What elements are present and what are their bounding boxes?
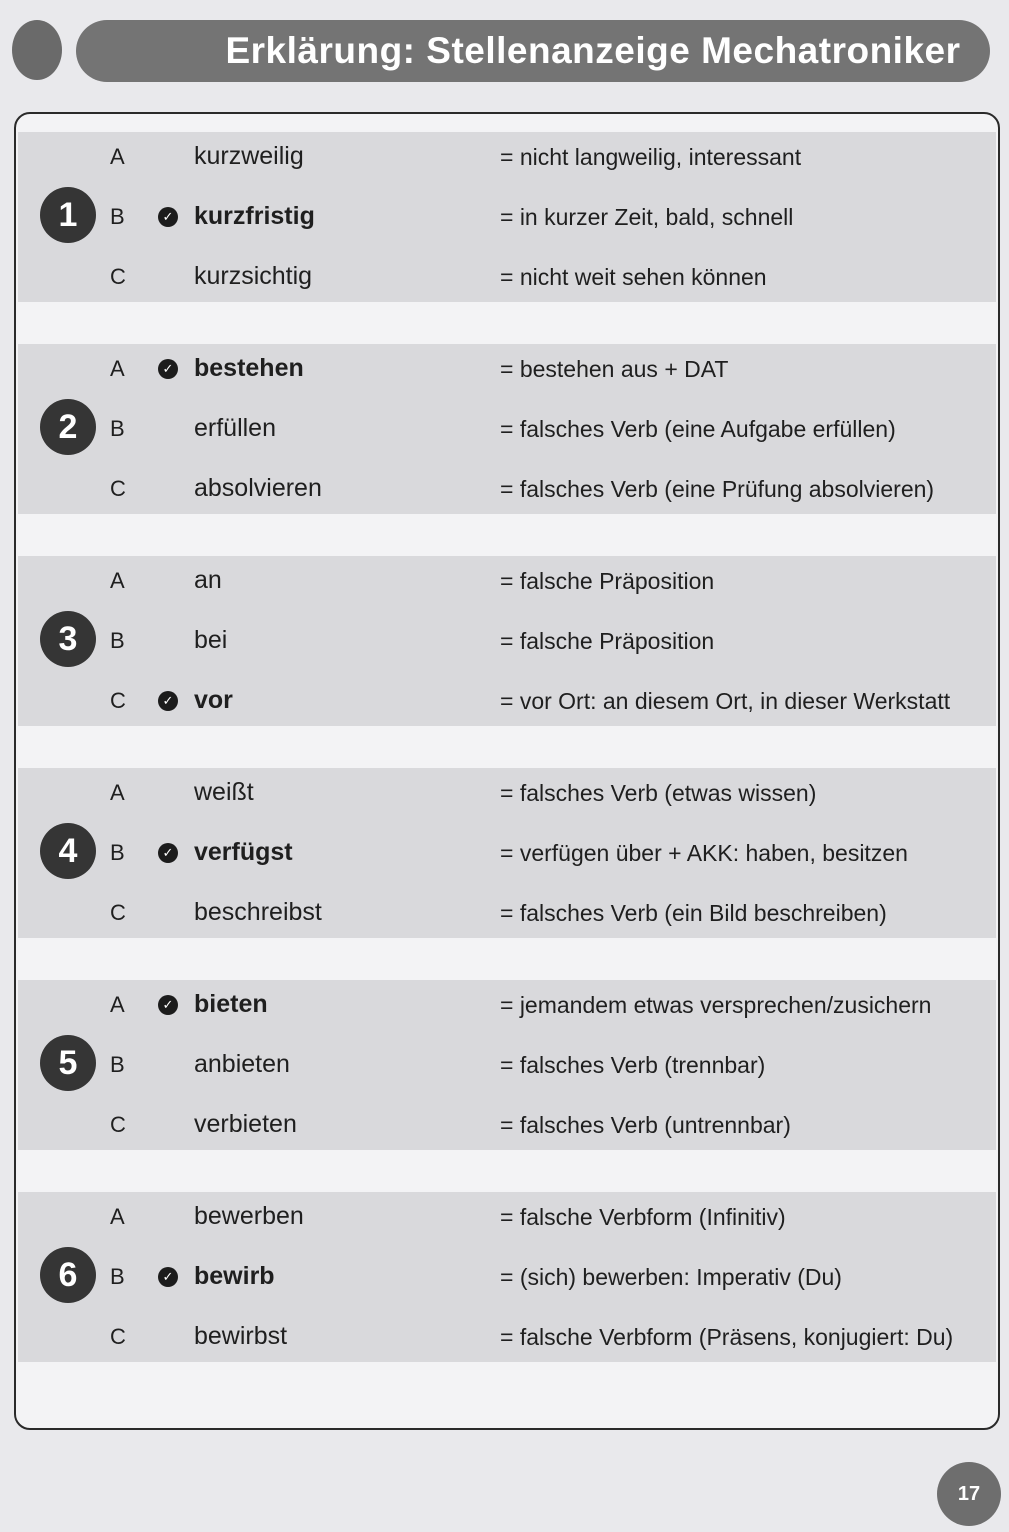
option-word: anbieten xyxy=(194,1050,290,1078)
option-row-correct xyxy=(18,344,996,404)
check-icon: ✓ xyxy=(158,691,178,711)
option-row xyxy=(18,464,996,524)
option-letter: B xyxy=(110,1264,125,1289)
option-explanation: = falsches Verb (untrennbar) xyxy=(500,1112,791,1138)
option-explanation: = jemandem etwas versprechen/zusichern xyxy=(500,992,932,1018)
question-number: 5 xyxy=(40,1035,96,1091)
option-row xyxy=(18,132,996,192)
option-letter: C xyxy=(110,1112,126,1137)
option-word: verbieten xyxy=(194,1110,297,1138)
option-word-correct: bieten xyxy=(194,990,268,1018)
option-word-correct: verfügst xyxy=(194,838,293,866)
option-word: an xyxy=(194,566,222,594)
option-explanation: = (sich) bewerben: Imperativ (Du) xyxy=(500,1264,842,1290)
option-row-correct xyxy=(18,192,996,252)
option-word-correct: bewirb xyxy=(194,1262,275,1290)
option-explanation: = in kurzer Zeit, bald, schnell xyxy=(500,204,794,230)
option-row xyxy=(18,1100,996,1160)
question-group-3 xyxy=(18,556,996,726)
option-row xyxy=(18,616,996,676)
option-explanation: = falsches Verb (trennbar) xyxy=(500,1052,766,1078)
option-explanation: = vor Ort: an diesem Ort, in dieser Werkstatt xyxy=(500,688,951,714)
option-letter: A xyxy=(110,568,125,593)
question-number: 4 xyxy=(40,823,96,879)
option-letter: C xyxy=(110,1324,126,1349)
option-row xyxy=(18,556,996,616)
page-number: 17 xyxy=(937,1462,1001,1526)
answer-frame xyxy=(14,112,1000,1430)
question-group-4 xyxy=(18,768,996,938)
header-bar xyxy=(76,20,990,82)
check-icon: ✓ xyxy=(158,359,178,379)
option-row-correct xyxy=(18,828,996,888)
option-letter: A xyxy=(110,1204,125,1229)
question-number: 2 xyxy=(40,399,96,455)
question-number: 3 xyxy=(40,611,96,667)
option-word-correct: bestehen xyxy=(194,354,304,382)
option-letter: B xyxy=(110,204,125,229)
check-icon: ✓ xyxy=(158,207,178,227)
option-letter: B xyxy=(110,416,125,441)
question-group-5 xyxy=(18,980,996,1150)
option-word: absolvieren xyxy=(194,474,322,502)
option-word-correct: vor xyxy=(194,686,233,714)
option-letter: B xyxy=(110,840,125,865)
option-word-correct: kurzfristig xyxy=(194,202,315,230)
option-row xyxy=(18,1312,996,1372)
option-explanation: = nicht langweilig, interessant xyxy=(500,144,802,170)
option-word: kurzweilig xyxy=(194,142,304,170)
option-explanation: = nicht weit sehen können xyxy=(500,264,767,290)
option-row xyxy=(18,768,996,828)
option-explanation: = bestehen aus + DAT xyxy=(500,356,729,382)
option-letter: A xyxy=(110,992,125,1017)
question-number: 6 xyxy=(40,1247,96,1303)
option-explanation: = verfügen über + AKK: haben, besitzen xyxy=(500,840,908,866)
option-explanation: = falsche Verbform (Infinitiv) xyxy=(500,1204,786,1230)
option-row xyxy=(18,888,996,948)
option-row-correct xyxy=(18,676,996,736)
option-explanation: = falsche Verbform (Präsens, konjugiert: Du) xyxy=(500,1324,954,1350)
option-word: bei xyxy=(194,626,228,654)
option-row-correct xyxy=(18,1252,996,1312)
question-group-2 xyxy=(18,344,996,514)
option-letter: C xyxy=(110,900,126,925)
option-word: kurzsichtig xyxy=(194,262,313,290)
option-letter: C xyxy=(110,476,126,501)
option-letter: B xyxy=(110,628,125,653)
page-title: Erklärung: Stellenanzeige Mechatroniker xyxy=(225,30,961,71)
option-word: beschreibst xyxy=(194,898,322,926)
header-dot xyxy=(12,20,62,80)
option-word: erfüllen xyxy=(194,414,276,442)
question-group-6 xyxy=(18,1192,996,1362)
option-word: bewirbst xyxy=(194,1322,288,1350)
option-row xyxy=(18,252,996,312)
option-word: weißt xyxy=(194,778,254,806)
check-icon: ✓ xyxy=(158,995,178,1015)
option-row-correct xyxy=(18,980,996,1040)
option-letter: A xyxy=(110,144,125,169)
option-letter: A xyxy=(110,356,125,381)
option-row xyxy=(18,404,996,464)
option-letter: A xyxy=(110,780,125,805)
option-explanation: = falsche Präposition xyxy=(500,568,715,594)
question-group-1 xyxy=(18,132,996,302)
option-explanation: = falsches Verb (ein Bild beschreiben) xyxy=(500,900,887,926)
option-letter: C xyxy=(110,264,126,289)
option-word: bewerben xyxy=(194,1202,304,1230)
option-row xyxy=(18,1040,996,1100)
check-icon: ✓ xyxy=(158,1267,178,1287)
option-row xyxy=(18,1192,996,1252)
option-explanation: = falsches Verb (eine Prüfung absolvieren) xyxy=(500,476,935,502)
option-explanation: = falsche Präposition xyxy=(500,628,715,654)
option-letter: B xyxy=(110,1052,125,1077)
option-explanation: = falsches Verb (etwas wissen) xyxy=(500,780,817,806)
check-icon: ✓ xyxy=(158,843,178,863)
option-letter: C xyxy=(110,688,126,713)
question-number: 1 xyxy=(40,187,96,243)
option-explanation: = falsches Verb (eine Aufgabe erfüllen) xyxy=(500,416,896,442)
